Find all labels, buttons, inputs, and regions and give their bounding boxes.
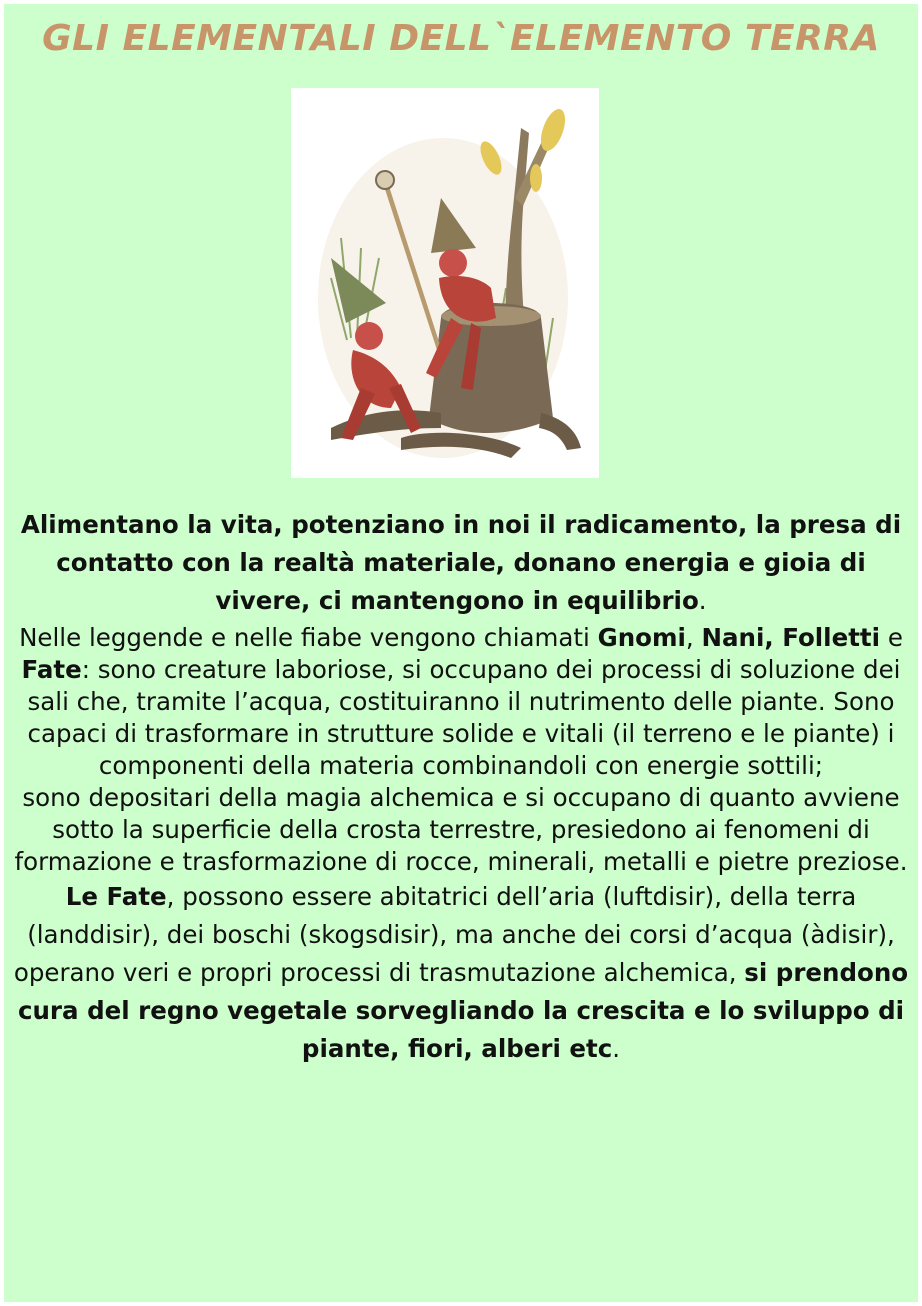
fate-text: , possono essere abitatrici dell’aria (luftdisir), della terra (landdisir), dei boschi (skogsdisir), ma anche dei corsi d’acqua (àdisir), operano veri e propri processi di trasmutazione alchemica, [13,882,895,987]
body-text [12,506,910,1068]
intro-bold: Alimentano la vita, potenziano in noi il radicamento, la presa di contatto con la realtà materiale, donano energia e gioia di vivere, ci mantengono in equilibrio [20,510,902,615]
names-text-1: Nelle leggende e nelle fiabe vengono chiamati [19,623,598,652]
fate-heading: Le Fate [65,882,167,911]
paragraph-intro [12,506,910,620]
paragraph-fate [12,878,910,1068]
intro-end: . [698,586,707,615]
paragraph-names [12,622,910,782]
name-gnomi: Gnomi [597,623,686,652]
names-text-3: e [880,623,903,652]
page-title: GLI ELEMENTALI DELL`ELEMENTO TERRA [42,18,880,59]
page [4,4,918,1302]
paragraph-alchemy: sono depositari della magia alchemica e si occupano di quanto avviene sotto la superficie della crosta terrestre, presiedono ai fenomeni di formazione e trasformazione di rocce, minerali, metalli e pietre preziose. [14,783,908,876]
gnomes-illustration-art [291,88,599,478]
gnomes-illustration [291,88,599,478]
names-text-4: : sono creature laboriose, si occupano dei processi di soluzione dei sali che, tramite l’acqua, costituiranno il nutrimento delle piante. Sono capaci di trasformare in strutture solide e vitali (il terreno e le piante) i componenti della materia combinandoli con energie sottili; [27,655,901,780]
name-fate: Fate [21,655,82,684]
names-text-2: , [685,623,702,652]
fate-bold-text: si prendono cura del regno vegetale sorvegliando la crescita e lo sviluppo di piante, fiori, alberi etc [17,958,909,1063]
fate-end: . [612,1034,621,1063]
name-nani-folletti: Nani, Folletti [701,623,881,652]
